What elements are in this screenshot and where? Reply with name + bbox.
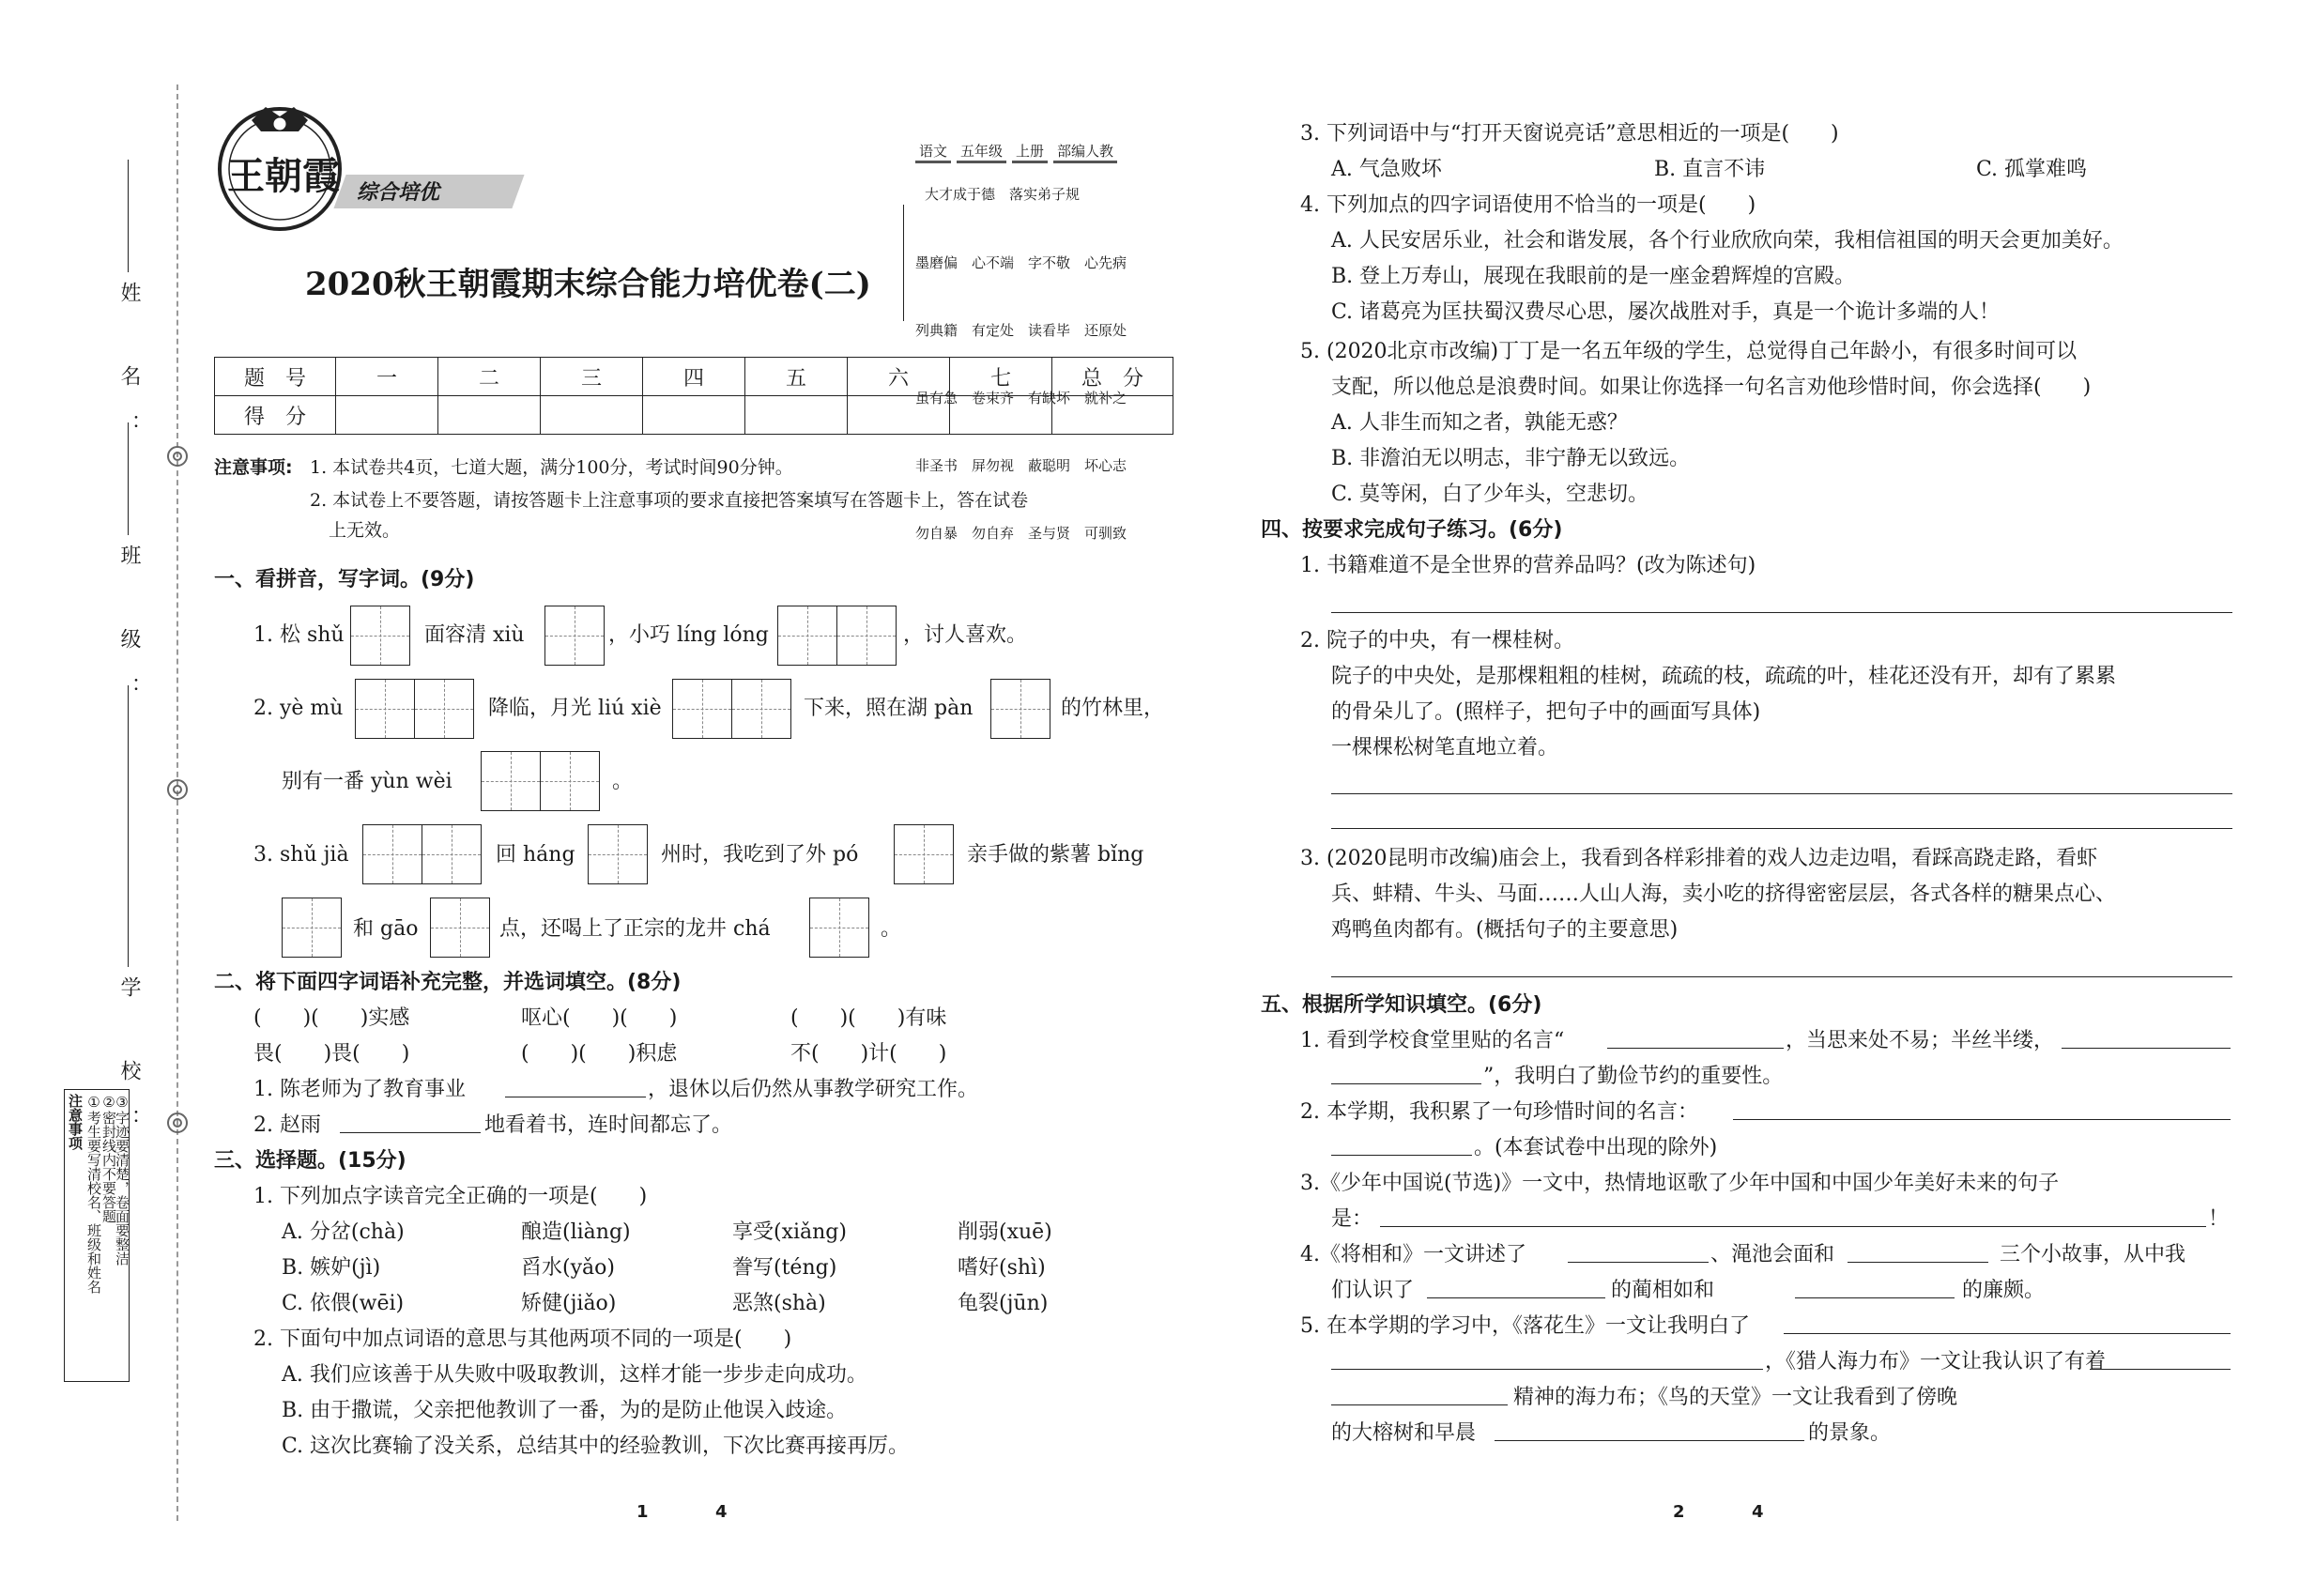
motto-line: 勿自暴 勿自弃 圣与贤 可驯致 [915, 525, 1127, 542]
motto-line: 墨磨偏 心不端 字不敬 心先病 [915, 254, 1127, 271]
q-text: ”，我明白了勤俭节约的重要性。 [1483, 1065, 1784, 1088]
subject-tags [915, 141, 1117, 163]
option-word: 享受(xiǎng) [732, 1220, 847, 1244]
answer-blank[interactable] [2090, 1369, 2231, 1370]
idiom-blank[interactable]: 畏( )畏( ) [253, 1042, 410, 1066]
option-word: 舀水(yǎo) [521, 1256, 615, 1280]
section5-title: 五、根据所学知识填空。(6分) [1261, 993, 1542, 1017]
idiom-blank[interactable]: ( )( )积虑 [521, 1042, 678, 1066]
option[interactable]: B. 由于撒谎，父亲把他教训了一番，为的是防止他误入歧途。 [282, 1399, 848, 1422]
motto-line: 列典籍 有定处 读看毕 还原处 [915, 322, 1127, 339]
question: 的骨朵儿了。(照样子，把句子中的画面写具体) [1331, 700, 1761, 724]
section1-title: 一、看拼音，写字词。(9分) [214, 568, 475, 591]
score-header-cell: 总 分 [1052, 358, 1173, 396]
answer-blank[interactable] [1380, 1226, 2206, 1227]
name-label: 姓 名： [117, 282, 141, 463]
question: 4. 下列加点的四字词语使用不恰当的一项是( ) [1300, 193, 1756, 217]
q-text: 的景象。 [1808, 1421, 1892, 1445]
brand-logo [214, 103, 345, 235]
ribbon-label: 综合培优 [357, 181, 440, 205]
answer-line[interactable] [1331, 976, 2232, 977]
answer-blank[interactable] [1331, 1083, 1481, 1084]
answer-line[interactable] [1331, 828, 2232, 829]
answer-blank[interactable] [1495, 1440, 1804, 1441]
option-word: 恶煞(shà) [732, 1292, 826, 1315]
answer-blank[interactable] [1607, 1048, 1784, 1049]
class-label: 班 级： [117, 545, 141, 726]
score-header-cell: 二 [438, 358, 541, 396]
option[interactable]: B. 登上万寿山，展现在我眼前的是一座金碧辉煌的宫殿。 [1331, 265, 1856, 288]
subject-tag: 语文 [915, 141, 951, 163]
q-text: ，当思来处不易；半丝半缕， [1786, 1029, 2055, 1052]
binding-dashed-line [176, 84, 178, 1521]
answer-blank[interactable] [1427, 1297, 1605, 1298]
idiom-blank[interactable]: 呕心( )( ) [521, 1006, 678, 1030]
notes-item: 上无效。 [329, 520, 401, 541]
q-text: 的竹林里， [1061, 697, 1165, 720]
page-number: 2 [1673, 1502, 1685, 1522]
answer-blank[interactable] [1848, 1262, 1988, 1263]
option[interactable]: A. 我们应该善于从失败中吸取教训，这样才能一步步走向成功。 [282, 1363, 867, 1387]
answer-blank[interactable] [1795, 1297, 1955, 1298]
char-grid[interactable] [355, 679, 474, 739]
answer-line[interactable] [1331, 612, 2232, 613]
q-text: 下来，照在湖 pàn [804, 697, 974, 720]
score-header-cell: 一 [336, 358, 438, 396]
binding-notice-title: 注意事项 [67, 1094, 84, 1150]
score-cell[interactable] [438, 396, 541, 435]
motto-title: 大才成于德 落实弟子规 [925, 186, 1081, 203]
q-text: 2. 赵雨 [253, 1113, 321, 1137]
score-header-cell: 七 [950, 358, 1052, 396]
q-text: 的大榕树和早晨 [1331, 1421, 1477, 1445]
answer-blank[interactable] [1784, 1333, 2231, 1334]
logo-text: 王朝霞 [227, 154, 340, 198]
binding-notice-item: ②密封线内不要答题 [100, 1094, 117, 1223]
score-cell[interactable] [1052, 396, 1173, 435]
q-text: 。 [612, 770, 634, 793]
option[interactable]: C. 这次比赛输了没关系，总结其中的经验教训，下次比赛再接再厉。 [282, 1435, 910, 1458]
q-text: 。 [881, 917, 902, 941]
q-text: 、渑池会面和 [1710, 1243, 1835, 1266]
char-grid[interactable] [362, 824, 482, 884]
option[interactable]: B. 非澹泊无以明志，非宁静无以致远。 [1331, 447, 1691, 470]
score-cell[interactable] [541, 396, 643, 435]
school-field[interactable] [128, 685, 129, 967]
idiom-blank[interactable]: 不( )计( ) [790, 1042, 947, 1066]
q-text: 别有一番 yùn wèi [282, 770, 452, 793]
q-text: 1. 看到学校食堂里贴的名言“ [1300, 1029, 1565, 1052]
question: 院子的中央处，是那棵粗粗的桂树，疏疏的枝，疏疏的叶，桂花还没有开，却有了累累 [1331, 665, 2117, 688]
option[interactable]: A. 人非生而知之者，孰能无惑？ [1331, 411, 1628, 435]
binding-notice-item: ①考生要写清校名、班级和姓名 [85, 1094, 102, 1294]
char-grid[interactable] [430, 898, 490, 958]
section4-title: 四、按要求完成句子练习。(6分) [1261, 518, 1563, 542]
page-number: 1 [636, 1502, 649, 1522]
name-field[interactable] [128, 160, 129, 272]
question: 5. (2020北京市改编)丁丁是一名五年级的学生，总觉得自己年龄小，有很多时间可以 [1300, 340, 2078, 363]
char-grid[interactable] [544, 606, 605, 666]
score-cell[interactable] [848, 396, 950, 435]
option[interactable]: A. 分岔(chà) [282, 1220, 405, 1244]
answer-blank[interactable] [1568, 1262, 1709, 1263]
option-word: 嗜好(shì) [958, 1256, 1046, 1280]
q-text: 亲手做的紫薯 bǐng [967, 843, 1144, 867]
question: 3. 下列词语中与“打开天窗说亮话”意思相近的一项是( ) [1300, 122, 1839, 146]
char-grid[interactable] [481, 751, 600, 811]
score-cell[interactable] [643, 396, 745, 435]
question: 3. (2020昆明市改编)庙会上，我看到各样彩排着的戏人边走边唱，看踩高跷走路，看虾 [1300, 847, 2098, 870]
score-table [214, 357, 1173, 435]
q-text: 1. 陈老师为了教育事业 [253, 1078, 466, 1101]
q-text: ，小巧 líng lóng [608, 623, 769, 647]
notes-item: 1. 本试卷共4页，七道大题，满分100分，考试时间90分钟。 [310, 457, 793, 478]
motto-line: 虽有急 卷束齐 有缺坏 就补之 [915, 390, 1127, 407]
page-total: 4 [1752, 1502, 1764, 1522]
binding-hole-icon [167, 779, 188, 800]
score-header-cell: 五 [745, 358, 848, 396]
question: 一棵棵松树笔直地立着。 [1331, 736, 1559, 760]
question: 兵、蚌精、牛头、马面……人山人海，卖小吃的挤得密密层层，各式各样的糖果点心、 [1331, 882, 2117, 906]
question: 1. 书籍难道不是全世界的营养品吗？(改为陈述句) [1300, 554, 1756, 577]
answer-blank[interactable] [1331, 1369, 1763, 1370]
section3-title: 三、选择题。(15分) [214, 1149, 406, 1173]
question: 2. 下面句中加点词语的意思与其他两项不同的一项是( ) [253, 1327, 792, 1351]
q-text: 。(本套试卷中出现的除外) [1474, 1136, 1718, 1159]
q-text: 们认识了 [1331, 1279, 1415, 1302]
char-grid[interactable] [777, 606, 897, 666]
q-text: ，退休以后仍然从事教学研究工作。 [648, 1078, 979, 1101]
q-text: 地看着书，连时间都忘了。 [484, 1113, 733, 1137]
option-word: 矫健(jiǎo) [521, 1292, 617, 1315]
answer-blank[interactable] [1331, 1404, 1508, 1405]
motto-line: 非圣书 屏勿视 蔽聪明 坏心志 [915, 457, 1127, 474]
q-text: 是： [1331, 1207, 1373, 1231]
page-title: 2020秋王朝霞期末综合能力培优卷(二) [305, 266, 871, 303]
option[interactable]: C. 莫等闲，白了少年头，空悲切。 [1331, 483, 1649, 506]
option-word: 酿造(liàng) [521, 1220, 631, 1244]
q-text: 3. shǔ jià [253, 843, 349, 867]
answer-line[interactable] [1331, 793, 2232, 794]
q-text: 2. 本学期，我积累了一句珍惜时间的名言： [1300, 1100, 1698, 1124]
q-text: 3.《少年中国说(节选)》一文中，热情地讴歌了少年中国和中国少年美好未来的句子 [1300, 1172, 2060, 1195]
q-text: ，讨人喜欢。 [903, 623, 1028, 647]
option[interactable]: A. 人民安居乐业，社会和谐发展，各个行业欣欣向荣，我相信祖国的明天会更加美好。 [1331, 229, 2124, 253]
option[interactable]: C. 诸葛亮为匡扶蜀汉费尽心思，屡次战胜对手，真是一个诡计多端的人！ [1331, 300, 2001, 324]
q-text: 的蔺相如和 [1611, 1279, 1715, 1302]
score-header-cell: 三 [541, 358, 643, 396]
score-header-cell: 四 [643, 358, 745, 396]
q-text: 降临，月光 liú xiè [488, 697, 662, 720]
binding-notice-item: ③字迹要清楚，卷面要整洁 [114, 1094, 130, 1266]
char-grid[interactable] [672, 679, 791, 739]
q-text: 面容清 xiù [424, 623, 525, 647]
question: 支配，所以他总是浪费时间。如果让你选择一句名言劝他珍惜时间，你会选择( ) [1331, 376, 2092, 399]
score-header-cell: 题 号 [215, 358, 336, 396]
notes-label: 注意事项: [214, 457, 293, 478]
q-text: 和 gāo [353, 917, 419, 941]
q-text: ！ [2208, 1207, 2230, 1231]
notes-item: 2. 本试卷上不要答题，请按答题卡上注意事项的要求直接把答案填写在答题卡上，答在试卷 [310, 490, 1029, 511]
question: 鸡鸭鱼肉都有。(概括句子的主要意思) [1331, 918, 1679, 942]
answer-blank[interactable] [340, 1132, 481, 1133]
q-text: 点，还喝上了正宗的龙井 chá [499, 917, 771, 941]
char-grid[interactable] [588, 824, 648, 884]
page-total: 4 [715, 1502, 728, 1522]
char-grid[interactable] [809, 898, 869, 958]
q-text: 1. 松 shǔ [253, 623, 345, 647]
option-word: 削弱(xuē) [958, 1220, 1052, 1244]
q-text: 4.《将相和》一文讲述了 [1300, 1243, 1526, 1266]
score-cell[interactable] [336, 396, 438, 435]
q-text: 5. 在本学期的学习中，《落花生》一文让我明白了 [1300, 1314, 1750, 1338]
option[interactable]: B. 直言不讳 [1654, 158, 1766, 181]
section2-title: 二、将下面四字词语补充完整，并选词填空。(8分) [214, 971, 682, 994]
answer-blank[interactable] [1733, 1119, 2231, 1120]
option-word: 誊写(téng) [732, 1256, 837, 1280]
q-text: ，《猎人海力布》一文让我认识了有着 [1765, 1350, 2107, 1373]
option[interactable]: C. 孤掌难鸣 [1976, 158, 2088, 181]
char-grid[interactable] [990, 679, 1050, 739]
subject-tag: 部编人教 [1053, 141, 1117, 163]
q-text: 精神的海力布；《鸟的天堂》一文让我看到了傍晚 [1513, 1386, 1958, 1409]
idiom-blank[interactable]: ( )( )有味 [790, 1006, 947, 1030]
char-grid[interactable] [894, 824, 954, 884]
score-header-cell: 六 [848, 358, 950, 396]
q-text: 州时，我吃到了外 pó [661, 843, 859, 867]
school-label: 学 校： [117, 976, 141, 1158]
answer-blank[interactable] [2062, 1048, 2231, 1049]
subject-tag: 五年级 [957, 141, 1006, 163]
binding-hole-icon [167, 1113, 188, 1133]
q-text: 回 háng [496, 843, 575, 867]
q-text: 三个小故事，从中我 [2000, 1243, 2186, 1266]
option[interactable]: C. 依偎(wēi) [282, 1292, 405, 1315]
class-field[interactable] [128, 422, 129, 535]
score-cell[interactable] [950, 396, 1052, 435]
question: 1. 下列加点字读音完全正确的一项是( ) [253, 1185, 648, 1208]
option[interactable]: B. 嫉妒(jì) [282, 1256, 381, 1280]
q-text: 2. yè mù [253, 697, 344, 720]
idiom-blank[interactable]: ( )( )实感 [253, 1006, 410, 1030]
binding-hole-icon [167, 446, 188, 467]
q-text: 的廉颇。 [1962, 1279, 2046, 1302]
option[interactable]: A. 气急败坏 [1331, 158, 1442, 181]
question: 2. 院子的中央，有一棵桂树。 [1300, 629, 1574, 652]
score-row-label: 得 分 [215, 396, 336, 435]
answer-blank[interactable] [1331, 1155, 1472, 1156]
char-grid[interactable] [282, 898, 342, 958]
subject-tag: 上册 [1012, 141, 1048, 163]
score-cell[interactable] [745, 396, 848, 435]
binding-notice-box [64, 1089, 130, 1382]
char-grid[interactable] [350, 606, 410, 666]
option-word: 龟裂(jūn) [958, 1292, 1049, 1315]
